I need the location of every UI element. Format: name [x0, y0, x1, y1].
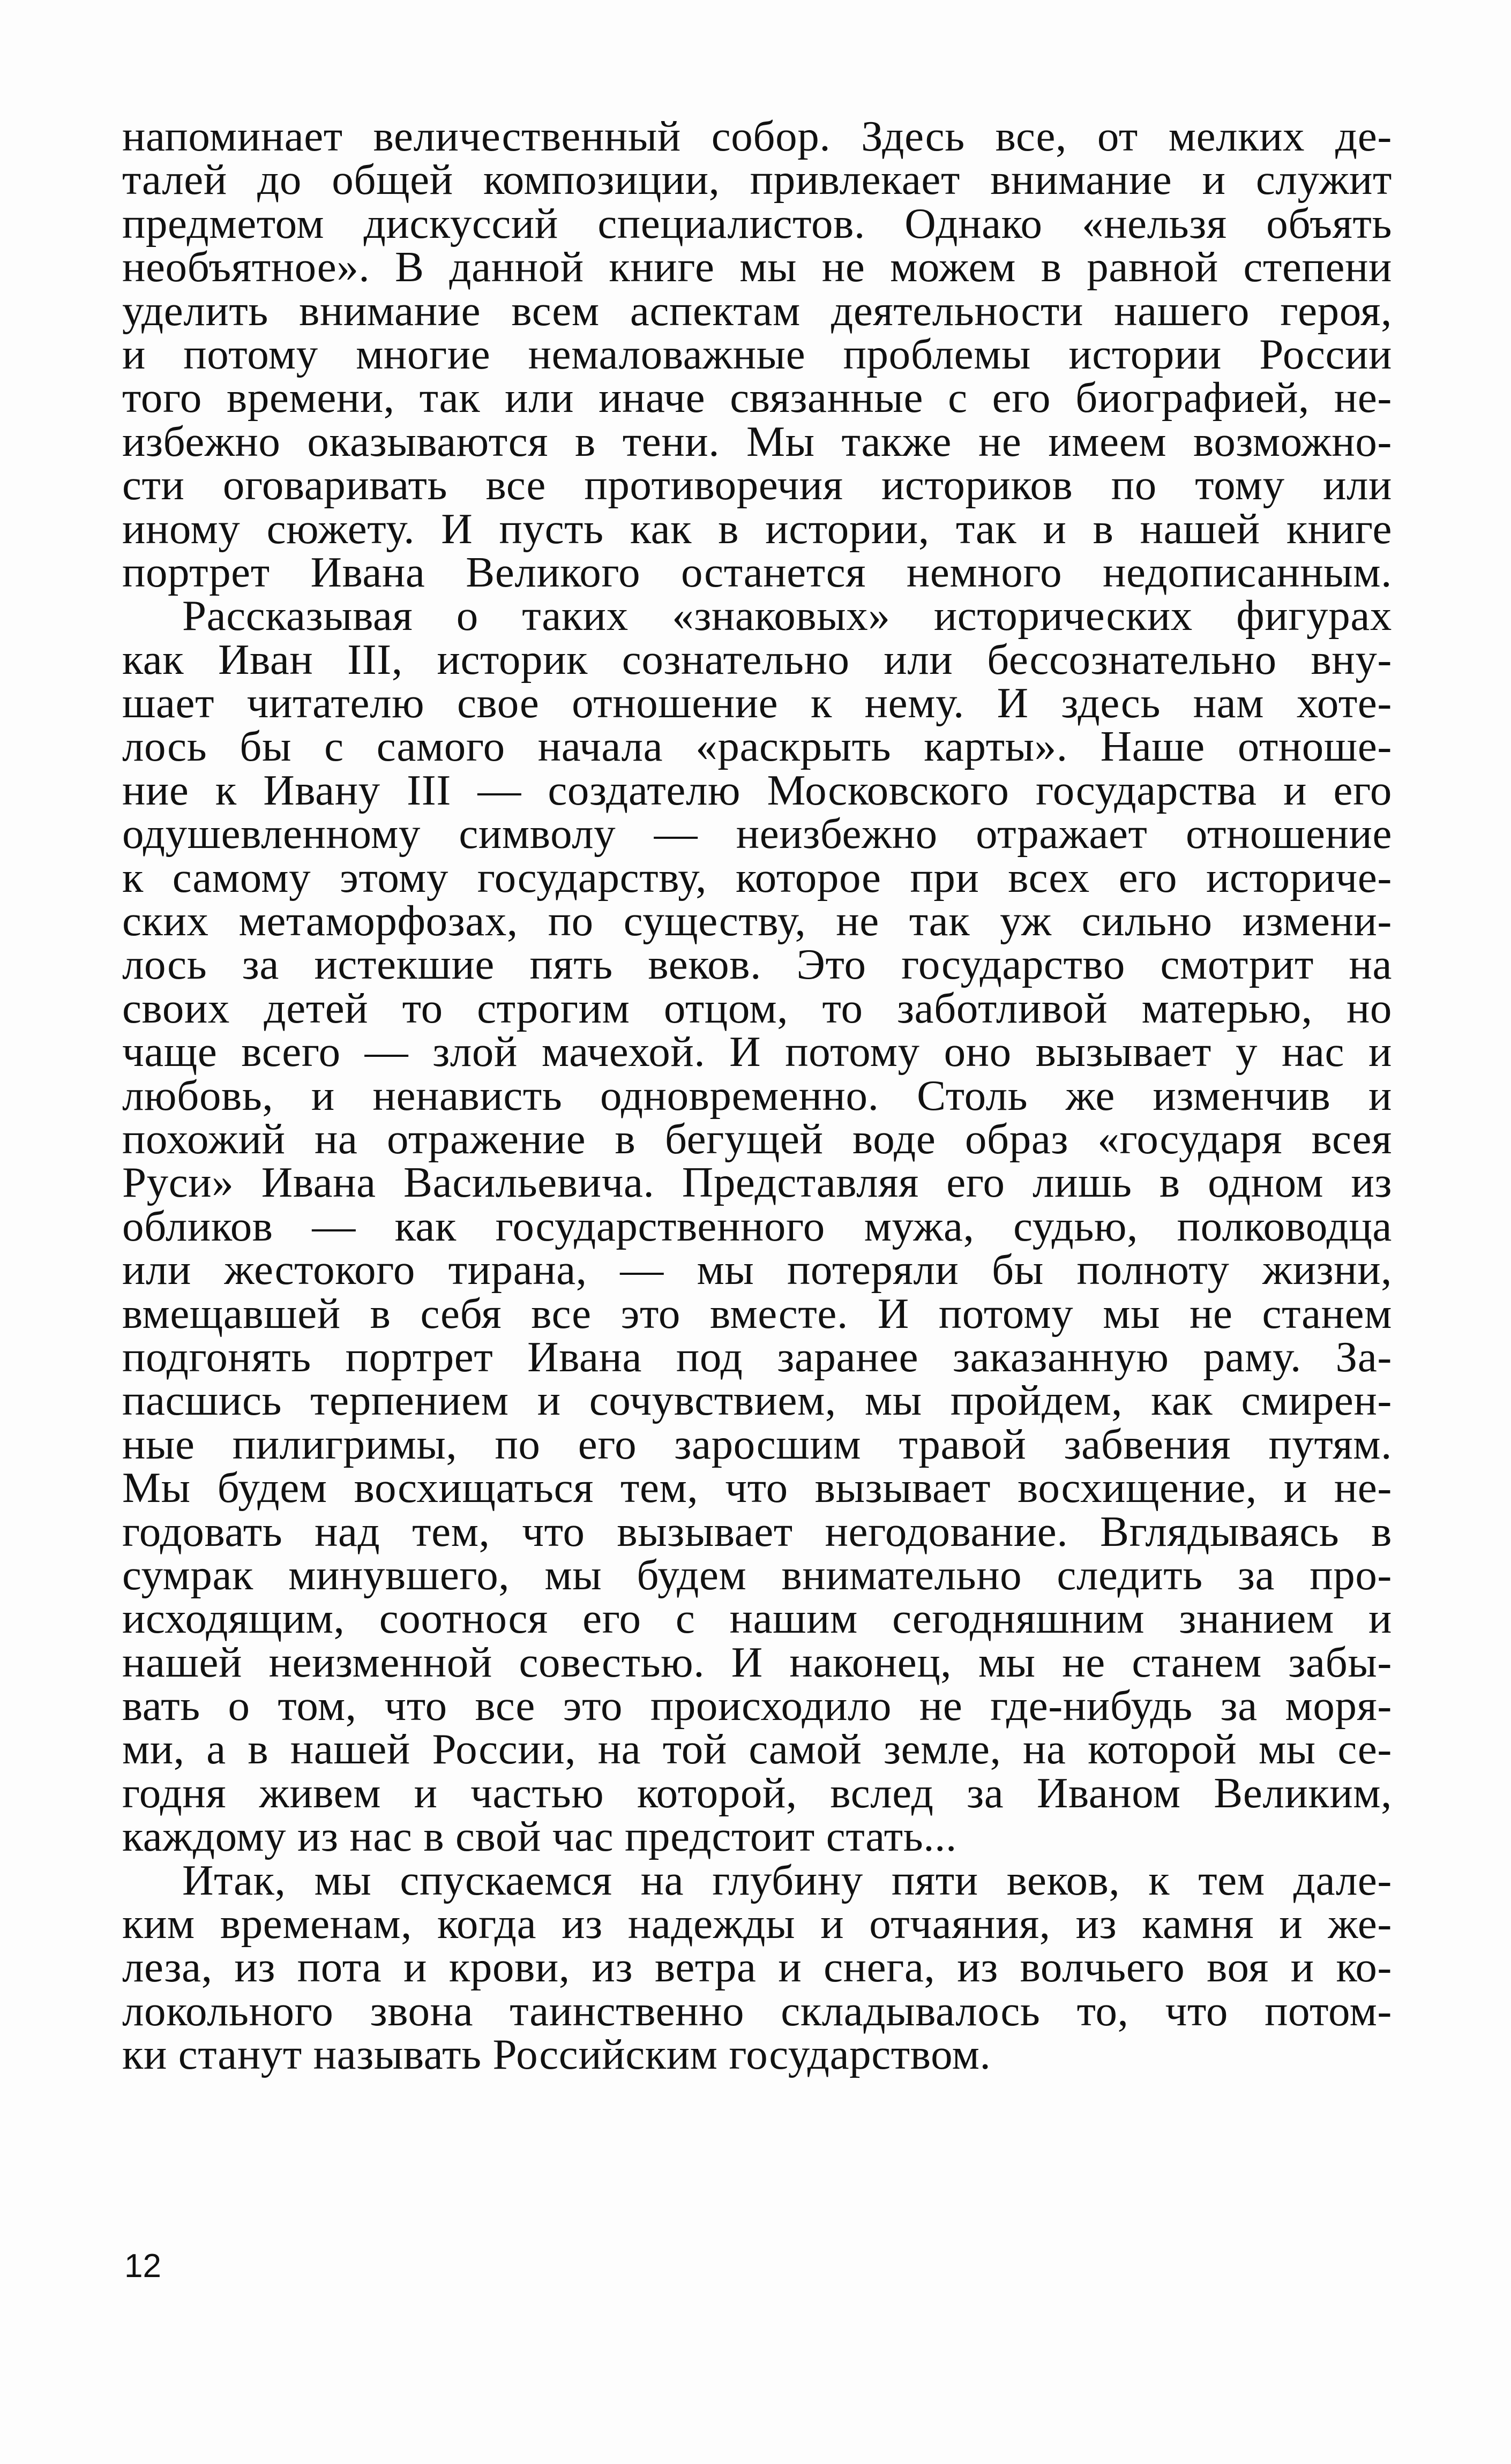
text-line: предметом дискуссий специалистов. Однако «нельзя объять [122, 199, 1392, 247]
text-line: годовать над тем, что вызывает негодование. Вглядываясь в [122, 1507, 1392, 1556]
text-line: ким временам, когда из надежды и отчаяния, из камня и же- [122, 1899, 1392, 1948]
text-line: ные пилигримы, по его заросшим травой забвения путям. [122, 1419, 1392, 1468]
text-line: обликов — как государственного мужа, судью, полководца [122, 1201, 1392, 1250]
text-line: необъятное». В данной книге мы не можем в равной степени [122, 243, 1392, 291]
text-line: леза, из пота и крови, из ветра и снега, из волчьего воя и ко- [122, 1943, 1392, 1992]
text-line: одушевленному символу — неизбежно отражает отношение [122, 809, 1392, 858]
text-line: лось за истекшие пять веков. Это государство смотрит на [122, 940, 1392, 989]
text-line: Мы будем восхищаться тем, что вызывает восхищение, и не- [122, 1463, 1392, 1512]
text-line: нашей неизменной совестью. И наконец, мы не станем забы- [122, 1637, 1392, 1686]
text-line: уделить внимание всем аспектам деятельности нашего героя, [122, 286, 1392, 335]
text-line: чаще всего — злой мачехой. И потому оно вызывает у нас и [122, 1027, 1392, 1076]
text-line: и потому многие немаловажные проблемы истории России [122, 329, 1392, 378]
text-line: сумрак минувшего, мы будем внимательно следить за про- [122, 1550, 1392, 1599]
text-line: исходящим, соотнося его с нашим сегодняшним знанием и [122, 1594, 1392, 1643]
text-line: своих детей то строгим отцом, то заботливой матерью, но [122, 983, 1392, 1032]
text-line: избежно оказываются в тени. Мы также не имеем возможно- [122, 417, 1392, 465]
text-line: похожий на отражение в бегущей воде образ «государя всея [122, 1114, 1392, 1163]
text-line: каждому из нас в свой час предстоит стать... [122, 1812, 957, 1861]
text-line: пасшись терпением и сочувствием, мы пройдем, как смирен- [122, 1376, 1392, 1425]
text-line: вать о том, что все это происходило не где-нибудь за моря- [122, 1681, 1392, 1730]
text-line: ми, а в нашей России, на той самой земле, на которой мы се- [122, 1725, 1392, 1774]
paragraph [122, 112, 1392, 596]
text-line: любовь, и ненависть одновременно. Столь же изменчив и [122, 1071, 1392, 1120]
text-line: годня живем и частью которой, вслед за Иваном Великим, [122, 1768, 1392, 1817]
text-line: ских метаморфозах, по существу, не так уж сильно измени- [122, 897, 1392, 945]
text-line: Руси» Ивана Васильевича. Представляя его лишь в одном из [122, 1158, 1392, 1207]
text-line: как Иван III, историк сознательно или бессознательно вну- [122, 635, 1392, 683]
text-line: портрет Ивана Великого останется немного недописанным. [122, 547, 1392, 596]
text-line: подгонять портрет Ивана под заранее заказанную раму. За- [122, 1332, 1392, 1381]
paragraph [122, 1855, 1392, 2079]
text-line: или жестокого тирана, — мы потеряли бы полноту жизни, [122, 1245, 1392, 1294]
text-line: локольного звона таинственно складывалось то, что потом- [122, 1986, 1392, 2035]
page-number: 12 [124, 2248, 161, 2285]
text-line: того времени, так или иначе связанные с его биографией, не- [122, 373, 1392, 422]
text-line: к самому этому государству, которое при всех его историче- [122, 853, 1392, 902]
body-text [122, 112, 1392, 2079]
text-line: вмещавшей в себя все это вместе. И потому мы не станем [122, 1289, 1392, 1338]
text-line: лось бы с самого начала «раскрыть карты». Наше отноше- [122, 722, 1392, 771]
text-line: напоминает величественный собор. Здесь все, от мелких де- [122, 112, 1392, 160]
text-line: Рассказывая о таких «знаковых» исторических фигурах [182, 591, 1392, 640]
text-line: иному сюжету. И пусть как в истории, так и в нашей книге [122, 504, 1392, 553]
text-line: ки станут называть Российским государством. [122, 2030, 991, 2079]
text-line: ние к Ивану III — создателю Московского государства и его [122, 765, 1392, 814]
text-line: Итак, мы спускаемся на глубину пяти веков, к тем дале- [182, 1855, 1392, 1904]
text-line: талей до общей композиции, привлекает внимание и служит [122, 155, 1392, 204]
text-line: шает читателю свое отношение к нему. И здесь нам хоте- [122, 679, 1392, 727]
paragraph [122, 591, 1392, 1861]
text-line: сти оговаривать все противоречия историков по тому или [122, 461, 1392, 509]
